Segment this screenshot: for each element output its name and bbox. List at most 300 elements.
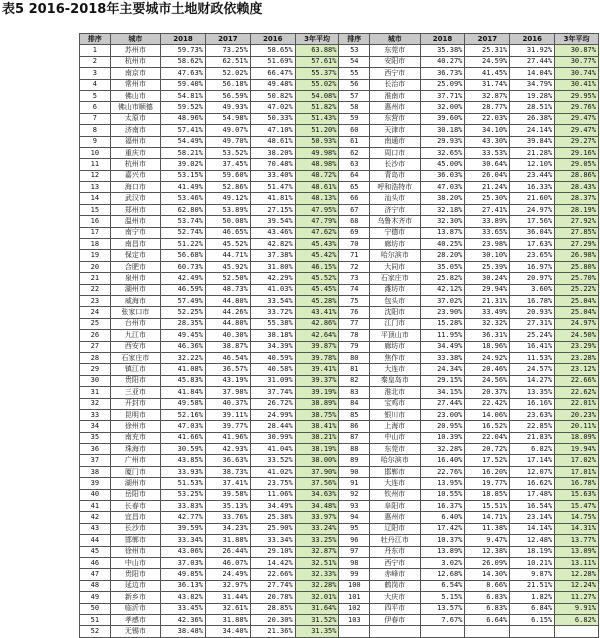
value-2017-cell: 6.83% (465, 592, 510, 603)
city-cell: 长春市 (110, 501, 160, 512)
table-row (80, 170, 599, 181)
rank-cell: 54 (339, 56, 370, 67)
city-cell: 汕头市 (370, 193, 420, 204)
value-2016-cell: 51.69% (250, 56, 295, 67)
city-cell: 阜阳市 (370, 501, 420, 512)
avg-cell: 15.47% (555, 501, 599, 512)
value-2018-cell: 32.00% (420, 102, 465, 113)
value-2018-cell: 23.90% (420, 307, 465, 318)
avg-cell: 30.77% (555, 56, 599, 67)
value-2017-cell: 42.93% (205, 444, 250, 455)
avg-cell: 25.80% (555, 261, 599, 272)
table-row (80, 466, 599, 477)
value-2018-cell: 16.40% (420, 455, 465, 466)
land-finance-dependency-table (79, 33, 599, 638)
value-2018-cell: 35.38% (420, 45, 465, 56)
value-2016-cell: 42.29% (250, 273, 295, 284)
rank-cell: 62 (339, 147, 370, 158)
rank-cell: 2 (80, 56, 111, 67)
value-2016-cell: 20.93% (510, 307, 555, 318)
table-row (80, 182, 599, 193)
value-2016-cell: 21.83% (510, 432, 555, 443)
avg-cell: 26.98% (555, 250, 599, 261)
avg-cell: 25.22% (555, 284, 599, 295)
value-2017-cell: 33.65% (465, 227, 510, 238)
rank-cell: 42 (80, 512, 111, 523)
table-row (80, 45, 599, 56)
value-2016-cell: 27.74% (250, 580, 295, 591)
value-2018-cell: 37.03% (161, 557, 206, 568)
rank-cell: 46 (80, 557, 111, 568)
table-row (80, 273, 599, 284)
value-2018-cell: 46.36% (161, 341, 206, 352)
header-rank-left: 排序 (80, 34, 111, 45)
table-row (80, 216, 599, 227)
value-2018-cell: 32.28% (420, 444, 465, 455)
avg-cell: 31.52% (295, 614, 339, 625)
avg-cell: 29.47% (555, 113, 599, 124)
value-2016-cell: 33.54% (250, 295, 295, 306)
avg-cell: 27.85% (555, 227, 599, 238)
value-2018-cell: 47.03% (420, 182, 465, 193)
value-2018-cell: 42.77% (161, 512, 206, 523)
value-2018-cell: 33.93% (161, 466, 206, 477)
rank-cell: 3 (80, 68, 111, 79)
avg-cell: 42.64% (295, 330, 339, 341)
rank-cell: 8 (80, 125, 111, 136)
table-row (80, 580, 599, 591)
table-row (80, 295, 599, 306)
rank-cell: 34 (80, 421, 111, 432)
value-2018-cell: 52.16% (161, 409, 206, 420)
value-2016-cell: 21.60% (510, 193, 555, 204)
table-row (80, 90, 599, 101)
value-2018-cell: 53.46% (161, 193, 206, 204)
city-cell: 徐州市 (110, 421, 160, 432)
value-2018-cell: 28.20% (420, 250, 465, 261)
city-cell: 镇江市 (110, 364, 160, 375)
avg-cell: 39.87% (295, 341, 339, 352)
avg-cell: 17.02% (555, 455, 599, 466)
rank-cell: 92 (339, 489, 370, 500)
value-2018-cell: 34.49% (420, 341, 465, 352)
value-2016-cell: 21.51% (510, 580, 555, 591)
value-2018-cell: 15.28% (420, 318, 465, 329)
avg-cell: 14.75% (555, 512, 599, 523)
value-2016-cell: 47.10% (250, 125, 295, 136)
city-cell: 重庆市 (110, 147, 160, 158)
value-2016-cell: 26.38% (510, 113, 555, 124)
value-2017-cell: 17.52% (465, 455, 510, 466)
rank-cell: 95 (339, 523, 370, 534)
table-row (80, 421, 599, 432)
rank-cell: 91 (339, 478, 370, 489)
rank-cell: 103 (339, 614, 370, 625)
avg-cell: 47.62% (295, 227, 339, 238)
value-2016-cell: 14.14% (510, 523, 555, 534)
value-2018-cell: 54.81% (161, 90, 206, 101)
rank-cell: 85 (339, 409, 370, 420)
value-2017-cell: 44.80% (205, 295, 250, 306)
header-2018-left: 2018 (161, 34, 206, 45)
value-2016-cell: 30.99% (250, 432, 295, 443)
avg-cell: 45.52% (295, 273, 339, 284)
dependency-table-container (79, 33, 599, 635)
header-2017-right: 2017 (465, 34, 510, 45)
city-cell: 开封市 (110, 398, 160, 409)
value-2018-cell: 17.42% (420, 523, 465, 534)
value-2016-cell: 24.14% (510, 125, 555, 136)
city-cell: 嘉兴市 (110, 170, 160, 181)
value-2018-cell: 36.73% (420, 68, 465, 79)
value-2016-cell: 29.10% (250, 546, 295, 557)
value-2018-cell: 28.35% (161, 318, 206, 329)
avg-cell: 38.21% (295, 432, 339, 443)
value-2018-cell: 20.95% (420, 421, 465, 432)
rank-cell: 21 (80, 273, 111, 284)
value-2017-cell: 14.06% (465, 409, 510, 420)
value-2016-cell: 12.10% (510, 159, 555, 170)
value-2016-cell: 31.80% (250, 261, 295, 272)
rank-cell: 32 (80, 398, 111, 409)
value-2016-cell: 23.65% (510, 250, 555, 261)
avg-cell: 51.43% (295, 113, 339, 124)
header-row (80, 34, 599, 45)
avg-cell: 39.41% (295, 364, 339, 375)
rank-cell: 59 (339, 113, 370, 124)
table-row (80, 603, 599, 614)
value-2016-cell: 11.53% (510, 352, 555, 363)
value-2018-cell: 37.02% (420, 295, 465, 306)
value-2017-cell: 20.37% (465, 387, 510, 398)
value-2018-cell: 36.13% (161, 580, 206, 591)
table-row (80, 261, 599, 272)
value-2018-cell: 11.95% (420, 330, 465, 341)
value-2018-cell: 41.84% (161, 387, 206, 398)
value-2017-cell: 41.96% (205, 432, 250, 443)
city-cell: 秦皇岛市 (370, 375, 420, 386)
value-2018-cell: 47.03% (161, 421, 206, 432)
rank-cell: 101 (339, 592, 370, 603)
rank-cell: 26 (80, 330, 111, 341)
value-2017-cell: 24.92% (465, 352, 510, 363)
avg-cell: 51.20% (295, 125, 339, 136)
avg-cell: 42.86% (295, 318, 339, 329)
table-row (80, 387, 599, 398)
city-cell: 湖州市 (110, 284, 160, 295)
value-2017-cell: 23.98% (465, 239, 510, 250)
avg-cell: 13.11% (555, 557, 599, 568)
value-2016-cell: 39.54% (250, 216, 295, 227)
rank-cell: 76 (339, 307, 370, 318)
value-2016-cell: 13.35% (510, 387, 555, 398)
avg-cell: 45.28% (295, 295, 339, 306)
rank-cell: 72 (339, 261, 370, 272)
value-2017-cell: 49.93% (205, 102, 250, 113)
value-2017-cell: 39.77% (205, 421, 250, 432)
value-2017-cell: 37.98% (205, 387, 250, 398)
avg-cell: 48.72% (295, 170, 339, 181)
city-cell: 银川市 (370, 409, 420, 420)
rank-cell: 60 (339, 125, 370, 136)
value-2017-cell: 24.59% (465, 56, 510, 67)
rank-cell: 87 (339, 432, 370, 443)
value-2016-cell: 23.63% (510, 409, 555, 420)
rank-cell: 68 (339, 216, 370, 227)
table-row (80, 250, 599, 261)
city-cell: 苏州市 (110, 45, 160, 56)
value-2018-cell: 27.44% (420, 398, 465, 409)
value-2018-cell: 51.22% (161, 239, 206, 250)
value-2016-cell: 17.48% (510, 489, 555, 500)
value-2017-cell: 45.52% (205, 239, 250, 250)
value-2018-cell: 33.45% (161, 603, 206, 614)
table-row (80, 147, 599, 158)
value-2018-cell: 7.67% (420, 614, 465, 625)
avg-cell: 30.74% (555, 68, 599, 79)
table-title: 表5 2016-2018年主要城市土地财政依赖度 (2, 2, 263, 17)
table-row (80, 501, 599, 512)
rank-cell: 49 (80, 592, 111, 603)
rank-cell: 15 (80, 204, 111, 215)
value-2017-cell: 56.18% (205, 79, 250, 90)
value-2016-cell: 28.44% (250, 421, 295, 432)
avg-cell: 39.19% (295, 387, 339, 398)
avg-cell: 37.56% (295, 478, 339, 489)
value-2017-cell: 28.77% (465, 102, 510, 113)
value-2016-cell: 23.75% (250, 478, 295, 489)
value-2017-cell: 16.20% (465, 466, 510, 477)
table-row (80, 489, 599, 500)
value-2017-cell: 18.96% (465, 341, 510, 352)
value-2017-cell: 25.39% (465, 261, 510, 272)
value-2017-cell: 53.89% (205, 204, 250, 215)
value-2017-cell: 32.32% (465, 318, 510, 329)
value-2018-cell: 37.71% (420, 90, 465, 101)
city-cell: 大同市 (370, 261, 420, 272)
value-2016-cell: 20.97% (510, 273, 555, 284)
value-2016-cell: 23.44% (510, 170, 555, 181)
avg-cell: 20.11% (555, 421, 599, 432)
value-2016-cell: 40.59% (250, 352, 295, 363)
table-row (80, 523, 599, 534)
city-cell: 天津市 (370, 125, 420, 136)
city-cell: 淮南市 (370, 90, 420, 101)
rank-cell: 57 (339, 90, 370, 101)
city-cell: 延边市 (110, 580, 160, 591)
rank-cell: 75 (339, 295, 370, 306)
value-2016-cell: 41.81% (250, 193, 295, 204)
city-cell: 南通市 (370, 136, 420, 147)
rank-cell: 6 (80, 102, 111, 113)
value-2016-cell: 37.74% (250, 387, 295, 398)
rank-cell: 100 (339, 580, 370, 591)
avg-cell: 29.76% (555, 102, 599, 113)
value-2016-cell: 16.33% (510, 182, 555, 193)
avg-cell: 45.43% (295, 239, 339, 250)
city-cell: 东营市 (370, 113, 420, 124)
value-2016-cell: 31.09% (250, 375, 295, 386)
value-2016-cell: 16.78% (510, 295, 555, 306)
rank-cell: 23 (80, 295, 111, 306)
value-2018-cell: 39.59% (161, 523, 206, 534)
value-2016-cell: 21.36% (250, 626, 295, 637)
value-2016-cell: 22.85% (510, 421, 555, 432)
city-cell: 厦门市 (110, 466, 160, 477)
value-2018-cell: 51.53% (161, 478, 206, 489)
value-2018-cell: 42.49% (161, 273, 206, 284)
city-cell: 南充市 (110, 432, 160, 443)
avg-cell: 28.43% (555, 182, 599, 193)
value-2017-cell: 32.87% (465, 90, 510, 101)
table-row (80, 79, 599, 90)
value-2017-cell: 24.49% (205, 569, 250, 580)
value-2018-cell: 53.25% (161, 489, 206, 500)
value-2016-cell: 16.16% (510, 398, 555, 409)
value-2016-cell: 17.63% (510, 239, 555, 250)
value-2017-cell: 33.49% (465, 307, 510, 318)
value-2018-cell: 59.40% (161, 79, 206, 90)
rank-cell: 10 (80, 147, 111, 158)
city-cell: 佛山市顺德 (110, 102, 160, 113)
rank-cell: 55 (339, 68, 370, 79)
avg-cell: 24.50% (555, 330, 599, 341)
header-rank-right: 排序 (339, 34, 370, 45)
rank-cell: 35 (80, 432, 111, 443)
value-2017-cell: 50.08% (205, 216, 250, 227)
city-cell: 石家庄市 (110, 352, 160, 363)
value-2018-cell: 43.82% (161, 592, 206, 603)
value-2017-cell: 53.52% (205, 147, 250, 158)
city-cell: 丹东市 (370, 546, 420, 557)
table-row (80, 557, 599, 568)
avg-cell: 55.37% (295, 68, 339, 79)
value-2017-cell: 14.30% (465, 569, 510, 580)
rank-cell: 33 (80, 409, 111, 420)
rank-cell: 102 (339, 603, 370, 614)
rank-cell: 71 (339, 250, 370, 261)
city-cell: 西安市 (110, 341, 160, 352)
value-2017-cell: 38.87% (205, 341, 250, 352)
value-2018-cell: 13.57% (420, 603, 465, 614)
value-2017-cell: 11.38% (465, 523, 510, 534)
value-2018-cell: 41.08% (161, 364, 206, 375)
city-cell: 安阳市 (370, 56, 420, 67)
value-2017-cell: 34.23% (205, 523, 250, 534)
city-cell: 常州市 (110, 79, 160, 90)
rank-cell: 69 (339, 227, 370, 238)
value-2016-cell: 18.19% (510, 546, 555, 557)
city-cell: 中山市 (110, 557, 160, 568)
value-2016-cell: 16.41% (510, 341, 555, 352)
value-2018-cell: 32.22% (161, 352, 206, 363)
city-cell: 廊坊市 (370, 239, 420, 250)
value-2018-cell: 62.80% (161, 204, 206, 215)
city-cell: 徐州市 (110, 546, 160, 557)
table-row (80, 113, 599, 124)
rank-cell: 65 (339, 182, 370, 193)
value-2016-cell: 14.42% (250, 557, 295, 568)
value-2017-cell: 31.44% (205, 592, 250, 603)
value-2018-cell: 32.65% (420, 147, 465, 158)
header-2017-left: 2017 (205, 34, 250, 45)
table-row (80, 444, 599, 455)
value-2017-cell: 34.40% (205, 626, 250, 637)
value-2018-cell: 5.15% (420, 592, 465, 603)
rank-cell: 70 (339, 239, 370, 250)
value-2018-cell: 45.00% (420, 159, 465, 170)
avg-cell: 45.42% (295, 250, 339, 261)
header-2016-right: 2016 (510, 34, 555, 45)
table-row (80, 614, 599, 625)
value-2017-cell: 43.19% (205, 375, 250, 386)
value-2017-cell: 12.38% (465, 546, 510, 557)
rank-cell: 30 (80, 375, 111, 386)
value-2018-cell: 32.30% (420, 216, 465, 227)
value-2018-cell: 6.54% (420, 580, 465, 591)
value-2018-cell: 24.34% (420, 364, 465, 375)
value-2016-cell: 34.39% (250, 341, 295, 352)
table-row (80, 512, 599, 523)
rank-cell: 61 (339, 136, 370, 147)
rank-cell: 27 (80, 341, 111, 352)
city-cell: 宁德市 (370, 227, 420, 238)
value-2017-cell: 19.77% (465, 478, 510, 489)
city-cell: 南昌市 (110, 239, 160, 250)
city-cell: 钦州市 (370, 489, 420, 500)
avg-cell: 38.75% (295, 409, 339, 420)
value-2018-cell: 52.25% (161, 307, 206, 318)
value-2016-cell: 41.03% (250, 284, 295, 295)
value-2017-cell: 25.31% (465, 45, 510, 56)
avg-cell: 25.70% (555, 273, 599, 284)
city-cell: 西宁市 (370, 68, 420, 79)
avg-cell: 29.16% (555, 147, 599, 158)
table-row (80, 341, 599, 352)
value-2016-cell: 16.62% (510, 478, 555, 489)
city-cell: 杭州市 (110, 159, 160, 170)
city-cell: 大连市 (370, 364, 420, 375)
value-2018-cell: 38.48% (161, 626, 206, 637)
city-cell: 伊春市 (370, 614, 420, 625)
table-row (80, 478, 599, 489)
value-2017-cell (465, 626, 510, 637)
value-2017-cell: 62.51% (205, 56, 250, 67)
header-city-left: 城市 (110, 34, 160, 45)
city-cell: 邯郸市 (370, 466, 420, 477)
value-2017-cell: 26.09% (465, 557, 510, 568)
rank-cell: 74 (339, 284, 370, 295)
city-cell: 沈阳市 (370, 307, 420, 318)
value-2018-cell: 42.12% (420, 284, 465, 295)
table-row (80, 592, 599, 603)
avg-cell: 57.61% (295, 56, 339, 67)
city-cell: 邯郸市 (110, 535, 160, 546)
city-cell: 呼和浩特市 (370, 182, 420, 193)
value-2016-cell: 1.82% (510, 592, 555, 603)
table-row (80, 307, 599, 318)
city-cell: 宜昌市 (110, 512, 160, 523)
value-2016-cell: 25.38% (250, 512, 295, 523)
value-2016-cell: 33.34% (250, 535, 295, 546)
city-cell: 周口市 (370, 147, 420, 158)
value-2018-cell: 41.49% (161, 182, 206, 193)
value-2016-cell: 55.38% (250, 318, 295, 329)
city-cell (370, 626, 420, 637)
rank-cell: 22 (80, 284, 111, 295)
value-2018-cell: 6.40% (420, 512, 465, 523)
city-cell: 上海市 (370, 421, 420, 432)
